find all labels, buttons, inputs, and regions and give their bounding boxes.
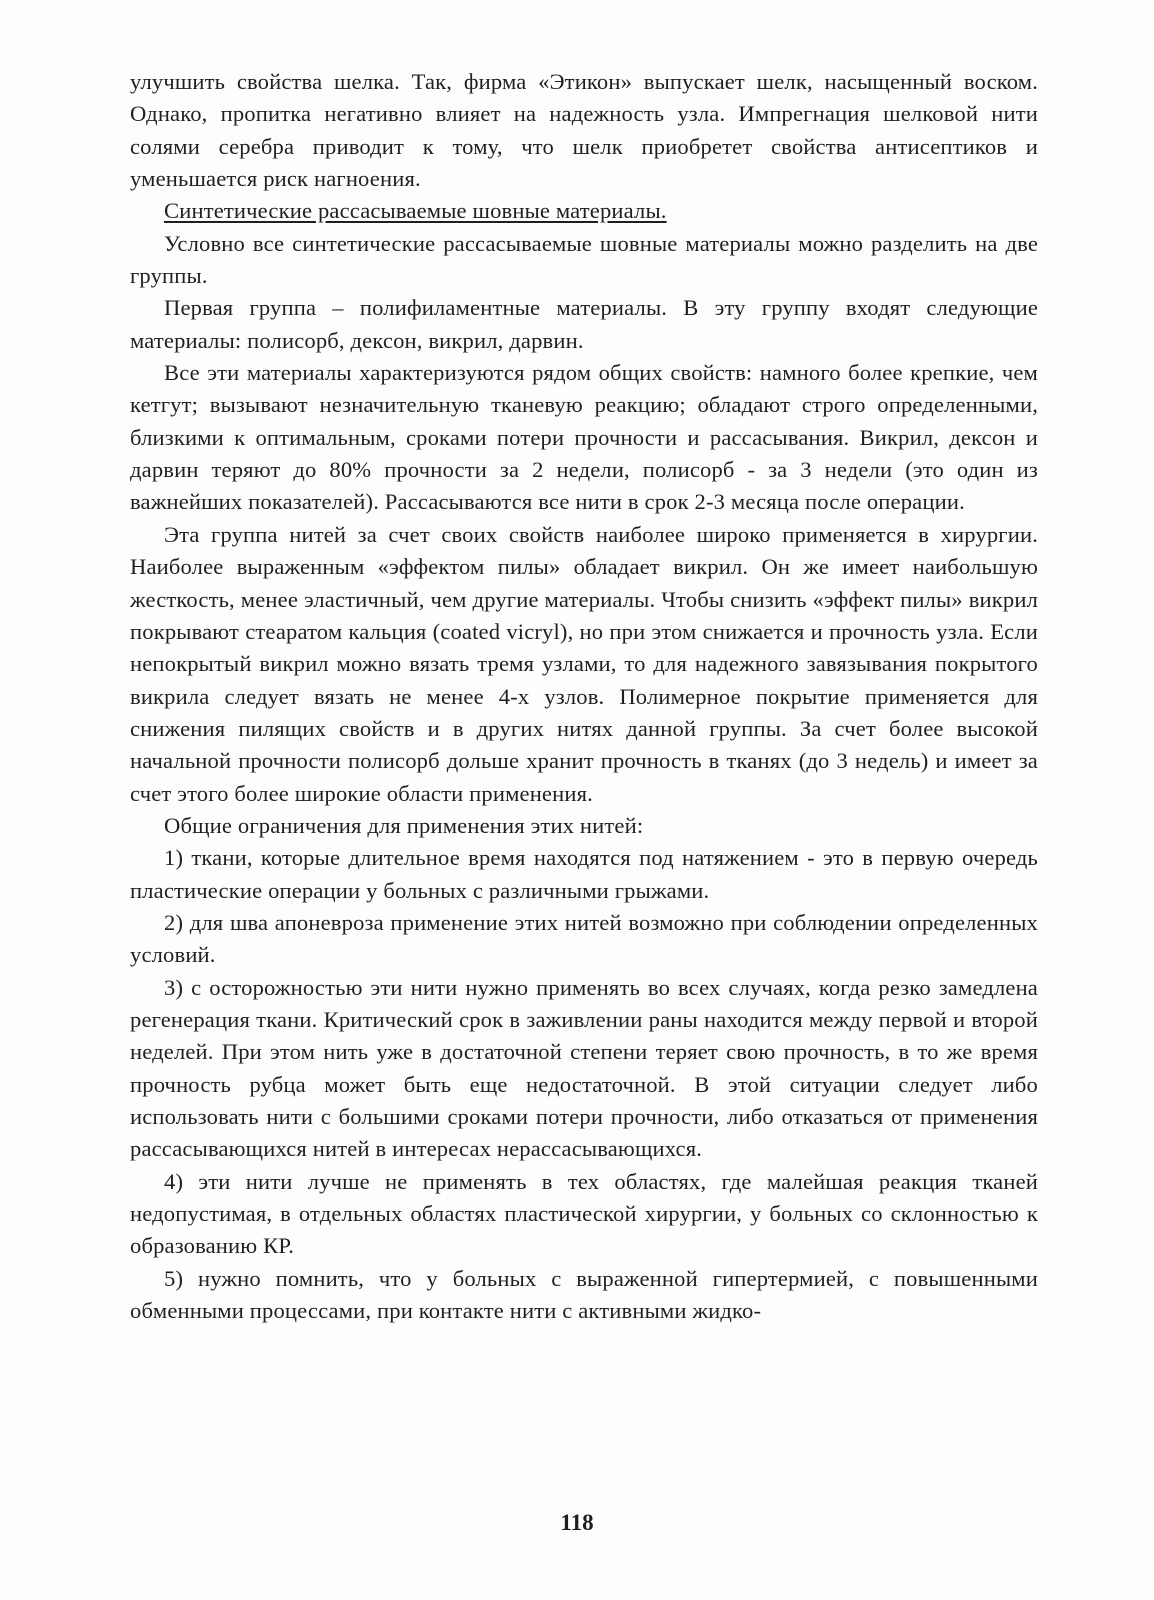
paragraph: Первая группа – полифиламентные материалы. В эту группу входят следующие материалы: полисорб, дексон, викрил, дарвин. <box>130 295 1038 353</box>
paragraph: Условно все синтетические рассасываемые шовные материалы можно разделить на две группы. <box>130 230 1038 289</box>
paragraph: Эта группа нитей за счет своих свойств наиболее широко применяется в хирургии. Наиболее выраженным «эффектом пилы» обладает викрил. Он же имеет наибольшую жесткость, менее эластичный, чем другие материалы. Чтобы снизить «эффект пилы» викрил покрывают стеаратом кальция (coated vicryl), но при этом снижается и прочность узла. Если непокрытый викрил можно вязать тремя узлами, то для надежного завязывания покрытого викрила следует вязать не менее 4-х узлов. Полимерное покрытие применяется для снижения пилящих свойств и в других нитях данной группы. За счет более высокой начальной прочности полисорб дольше хранит прочность в тканях (до 3 недель) и имеет за счет этого более широкие области применения. <box>130 521 1038 806</box>
page-number: 118 <box>560 1510 594 1535</box>
paragraph: Все эти материалы характеризуются рядом общих свойств: намного более крепкие, чем кетгут; вызывают незначительную тканевую реакцию; обладают строго определенными, близкими к оптимальным, сроками потери прочности и рассасывания. Викрил, дексон и дарвин теряют до 80% прочности за 2 недели, полисорб - за 3 недели (это один из важнейших показателей). Рассасываются все нити в срок 2-3 месяца после операции. <box>130 360 1038 515</box>
list-item: 4) эти нити лучше не применять в тех областях, где малейшая реакция тканей недопустимая, в отдельных областях пластической хирургии, у больных со склонностью к образованию КР. <box>130 1168 1038 1259</box>
list-item: 3) с осторожностью эти нити нужно применять во всех случаях, когда резко замедлена регенерация ткани. Критический срок в заживлении раны находится между первой и второй неделей. При этом нить уже в достаточной степени теряет свою прочность, в то же время прочность рубца может быть еще недостаточной. В этой ситуации следует либо использовать нити с большими сроками потери прочности, либо отказаться от применения рассасывающихся нитей в интересах нерассасывающихся. <box>130 974 1038 1162</box>
paragraph: Общие ограничения для применения этих нитей: <box>164 812 644 838</box>
list-item: 1) ткани, которые длительное время находятся под натяжением - это в первую очередь пластические операции у больных с различными грыжами. <box>130 845 1038 903</box>
section-heading: Синтетические рассасываемые шовные материалы. <box>164 198 667 224</box>
paragraph: улучшить свойства шелка. Так, фирма «Этикон» выпускает шелк, насыщенный воском. Однако, пропитка негативно влияет на надежность узла. Импрегнация шелковой нити солями серебра приводит к тому, что шелк приобретет свойства антисептиков и уменьшается риск нагноения. <box>130 69 1038 192</box>
body-text <box>130 66 1038 1327</box>
list-item: 5) нужно помнить, что у больных с выраженной гипертермией, с повышенными обменными процессами, при контакте нити с активными жидко- <box>130 1265 1038 1324</box>
list-item: 2) для шва апоневроза применение этих нитей возможно при соблюдении определенных условий. <box>130 909 1038 968</box>
